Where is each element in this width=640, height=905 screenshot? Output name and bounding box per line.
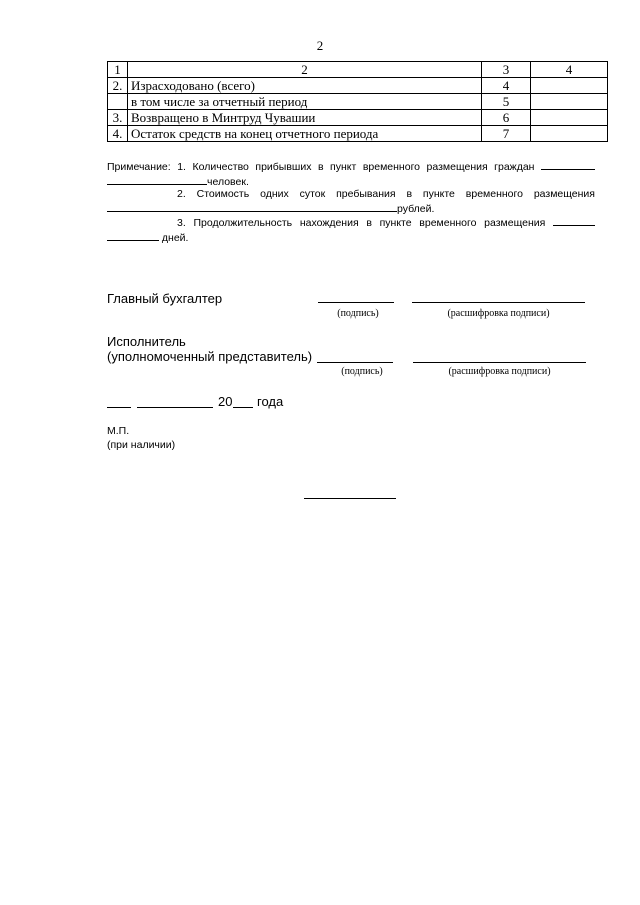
chief-accountant-signature-line[interactable] [318,302,394,303]
note-1-line [107,159,595,174]
row-value[interactable] [531,126,608,142]
row-value[interactable] [531,78,608,94]
header-cell: 4 [531,62,608,78]
closing-divider-line [304,498,396,499]
date-year-prefix: 20 [218,394,233,409]
date-month-line[interactable] [137,407,213,408]
note-3-blank-2[interactable] [107,230,159,241]
row-code: 6 [482,110,531,126]
row-label: Возвращено в Минтруд Чувашии [128,110,482,126]
report-table [107,61,608,142]
header-cell: 2 [128,62,482,78]
date-day-line[interactable] [107,407,131,408]
row-code: 7 [482,126,531,142]
executor-label: Исполнитель [107,334,186,349]
page-number: 2 [316,38,324,53]
note-2-suffix: рублей. [397,203,435,215]
decoding-caption: (расшифровка подписи) [448,366,551,377]
note-3-text: 3. Продолжительность нахождения в пункте временного размещения [177,217,546,229]
note-2-text: 2. Стоимость одних суток пребывания в пункте временного размещения [177,188,595,200]
executor-decoding-line[interactable] [413,362,586,363]
row-label: Остаток средств на конец отчетного периода [128,126,482,142]
row-label: в том числе за отчетный период [128,94,482,110]
chief-accountant-decoding-line[interactable] [412,302,585,303]
row-value[interactable] [531,94,608,110]
row-code: 5 [482,94,531,110]
header-cell: 3 [482,62,531,78]
note-3-blank[interactable] [553,215,595,226]
table-header-row [108,62,608,78]
note-2-line [107,187,595,201]
header-cell: 1 [108,62,128,78]
note-3-line [107,215,595,230]
table-row [108,78,608,94]
note-label: Примечание: [107,161,171,173]
note-1-text: 1. Количество прибывших в пункт временного размещения граждан [177,161,535,173]
row-code: 4 [482,78,531,94]
row-value[interactable] [531,110,608,126]
note-1 [107,159,595,189]
table-row [108,126,608,142]
chief-accountant-label: Главный бухгалтер [107,291,223,306]
note-3-suffix: дней. [161,232,189,244]
note-2 [107,187,595,216]
note-2-blank[interactable] [107,201,397,212]
executor-signature-line[interactable] [317,362,393,363]
date-year-line[interactable] [233,407,253,408]
row-number: 2. [108,78,128,94]
row-label: Израсходовано (всего) [128,78,482,94]
row-number: 4. [108,126,128,142]
note-1-suffix: человек. [207,176,249,188]
row-number [108,94,128,110]
signature-caption: (подпись) [337,308,379,319]
signature-caption: (подпись) [341,366,383,377]
stamp-note: (при наличии) [107,439,176,451]
date-year-suffix: года [257,394,284,409]
table-row [108,110,608,126]
executor-representative-label: (уполномоченный представитель) [107,349,313,364]
table-row [108,94,608,110]
note-1-blank[interactable] [541,159,595,170]
note-3 [107,215,595,245]
stamp-label: М.П. [107,425,130,437]
note-1-blank-2[interactable] [107,174,207,185]
row-number: 3. [108,110,128,126]
decoding-caption: (расшифровка подписи) [447,308,550,319]
